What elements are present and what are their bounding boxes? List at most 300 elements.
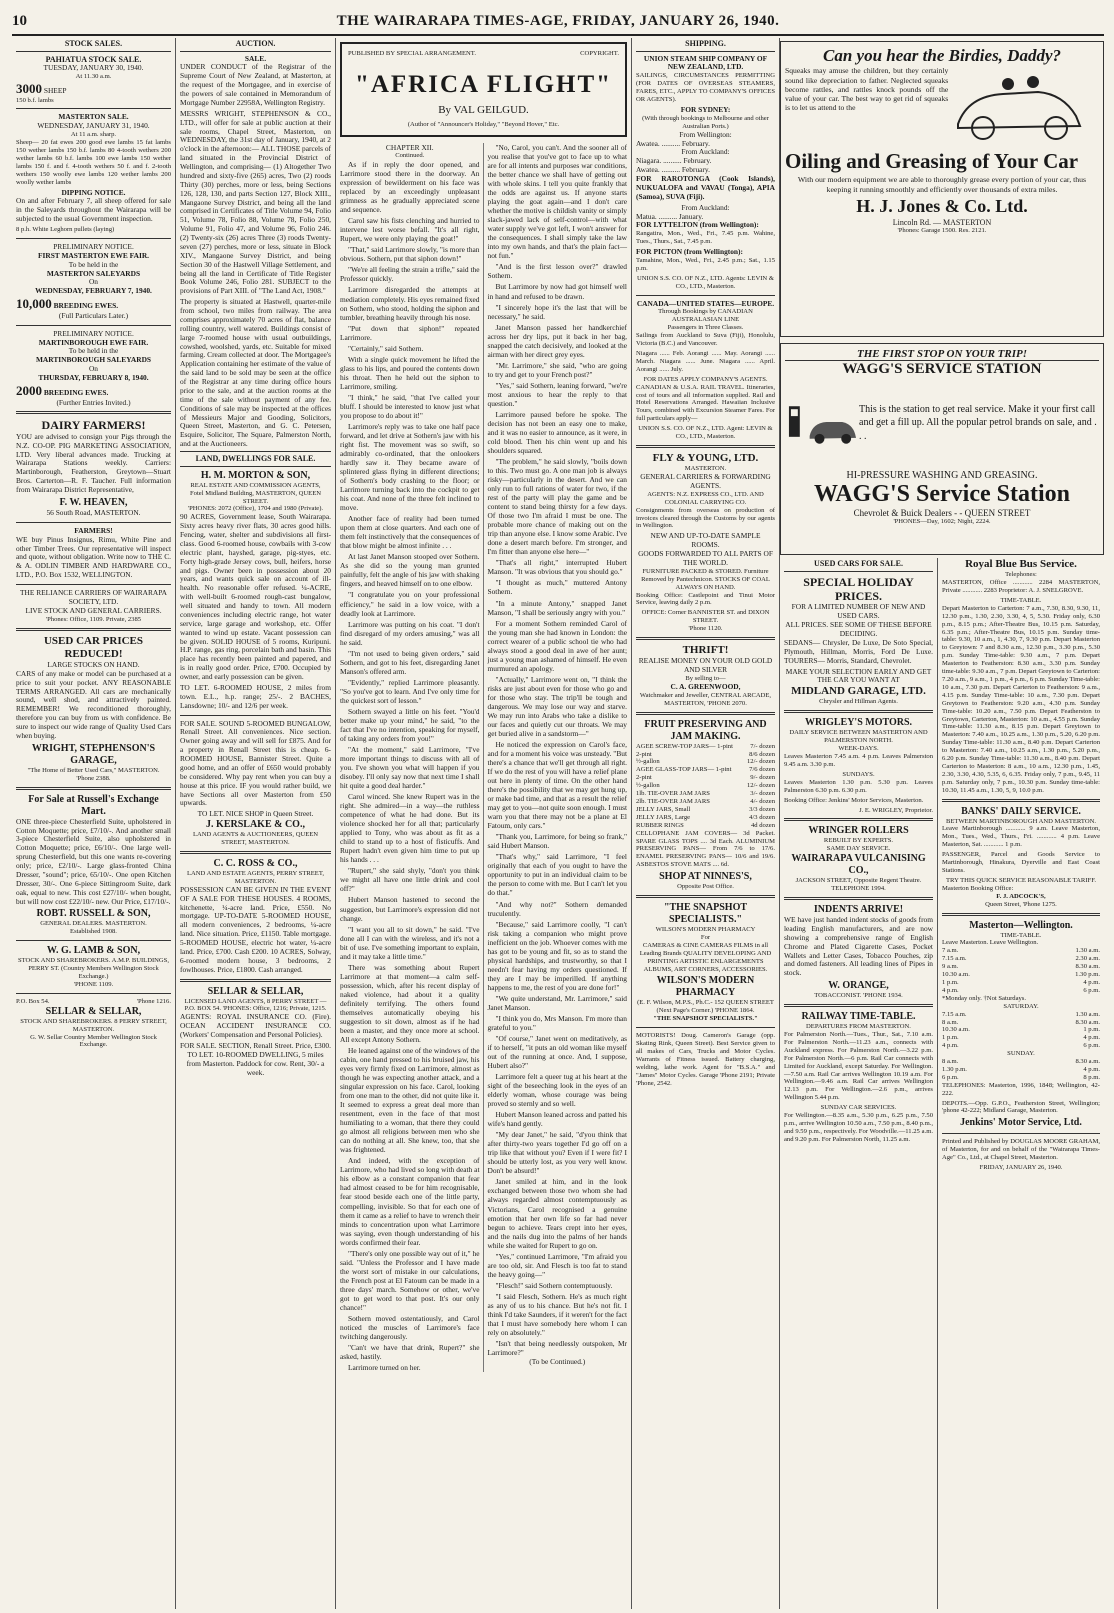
story-paragraph: For a moment Sothern reminded Carol of the young man she had known in London: the correct wearer of a public school tie who had always stood a good deal in awe of her aunt; just a young man ashamed of himself. He even murmured an apology. — [487, 618, 627, 673]
fly-rooms: NEW AND UP-TO-DATE SAMPLE ROOMS. — [650, 531, 761, 550]
wringer-day: SAME DAY SERVICE. — [826, 845, 891, 853]
fly-furn: FURNITURE PACKED & STORED. Furniture Removed by Pantechnicon. STOCKS OF COAL ALWAYS ON HAND. — [641, 567, 770, 591]
banks-booking: Masterton Booking Office: — [942, 884, 1014, 892]
leave-wellington: 4 p.m. — [1083, 1034, 1100, 1042]
bus-title: Royal Blue Bus Service. — [965, 558, 1077, 570]
story-paragraph: "Mr. Larrimore," she said, "who are going to try and get to your French post?" — [487, 360, 627, 379]
story-paragraph: "Certainly," said Sothern. — [348, 343, 424, 353]
indents-text: WE have just handed indent stocks of goods from leading English manufacturers, and are now showing a comprehensive range of English Chrome and Plated Cigarette Cases, Pocket Wallets and Letter Cases, Tobacco Pouches, zip and domed fasteners. All leading lines of Pipes in stock. — [784, 915, 933, 978]
leave-masterton: 7.15 a.m. — [942, 1010, 967, 1018]
rail-sunday: SUNDAY CAR SERVICES. — [820, 1104, 897, 1112]
story-paragraph: "And is the first lesson over?" drawled Sothern. — [487, 262, 627, 281]
mw-telephones: TELEPHONES: Masterton, 1996, 1848; Wellington, 42-222. — [942, 1081, 1100, 1097]
price-row — [636, 758, 775, 766]
story-paragraph: He noticed the expression on Carol's face, and for a moment his voice was unsteady. "But there's a chance that we'll get through all right. If we do the rest of you will have a relief plane out here in plenty of time. On the other hand there's the possibility that we may get hung up, or make bad time, and that as a result the relief may get to you—not quite soon enough. I must warn you that there may not be a plane at El Fatoum, only cars." — [487, 739, 627, 831]
ninnes-title: SHOP AT NINNES'S, — [659, 871, 752, 883]
pahiatua-title: PAHIATUA STOCK SALE. — [45, 54, 142, 64]
lyttelton-title: FOR LYTTELTON (from Wellington): — [636, 220, 759, 230]
mw-sunday-rows — [942, 1058, 1100, 1082]
birdies-body — [785, 66, 1099, 148]
masterton-sale-title: MASTERTON SALE. — [58, 112, 129, 122]
russell-text: ONE three-piece Chesterfield Suite, upholstered in Cotton Moquette; price, £7/10/-. And another small 3-piece Chesterfield Suite, also upholstered in Cotton Moquette; price, £6/10/-. One large well-sprung Chesterfield, but this one wants re-covering only; price, £2/10/-. Large glass-fronted China Dresser, "sound"; price, 65/10/-. One open Kitchen Dresser, 30/-. One 6-piece Sittingroom Suite, dark oak, equal to new. This cost £27/10/- when bought, but will now cost £22/10/- new. Our Price, £17/10/-. — [16, 816, 171, 906]
oiling-title: Oiling and Greasing of Your Car — [785, 149, 1079, 174]
price-value: 4d dozen — [751, 821, 775, 829]
sheep-word: SHEEP — [43, 85, 67, 95]
canada-classes: Passengers in Three Classes. — [667, 324, 744, 332]
wagg-dealers: Chevrolet & Buick Dealers - - QUEEN STREET — [853, 508, 1031, 518]
matua: Matua. .......... January. — [636, 211, 704, 221]
motorists-ad: MOTORISTS! Doug. Cameron's Garage (opp. Skating Rink, Queen Street). Best Service given to all makes of Cars, Trucks and Motor Cycles. Warrants of Fitness issued. Battery charging, welding, lathe work. Agent for "B.S.A." and "James" Motor Cycles. Garage 'Phone 2191; Private 'Phone, 2542. — [636, 1032, 775, 1087]
story-paragraph: Another face of reality had been turned upon them at close quarters. And each one of them felt instinctively that the consequences of that blow might be almost infinite . . . — [340, 514, 480, 551]
sellar-sub: STOCK AND SHAREBROKERS. 8 PERRY STREET, MASTERTON. — [20, 1017, 167, 1033]
special-sub: FOR A LIMITED NUMBER OF NEW AND USED CARS. — [791, 602, 926, 621]
farmers-text: WE buy Pinus Insignus, Rimu, White Pine and other Timber Trees. Our representative will inspect and quote, without obligation. Write now to THE C. & A. ODLIN TIMBER AND HARDWARE CO., LTD., P.O. Box 1532, WELLINGTON. — [16, 534, 171, 580]
price-item: ½-gallon — [636, 758, 660, 766]
pub-left: PUBLISHED BY SPECIAL ARRANGEMENT. — [348, 50, 476, 57]
price-item: RUBBER RINGS — [636, 821, 684, 829]
price-value: 12/- dozen — [746, 782, 775, 790]
story-paragraph: "I think," he said, "that I've called your bluff. I should be interested to know just what you propose to do about it!" — [340, 392, 480, 420]
story-paragraph: Janet smiled at him, and in the look exchanged between those two whom she had always regarded almost contemptuously as Victorians, Carol recognised a genuine emotion that her own life so far had never begun to achieve. Tears crept into her eyes, and the nails dug into the palms of her hands while she waited for Rupert to go on. — [487, 1177, 627, 1250]
banks-try: TRY THIS QUICK SERVICE REASONABLE TARIFF. — [946, 876, 1096, 884]
timetable-row — [942, 1058, 1100, 1066]
wagg-banner: THE FIRST STOP ON YOUR TRIP! — [785, 348, 1099, 361]
wright-phone: 'Phone 2388. — [76, 774, 111, 782]
kerslake-name: J. KERSLAKE & CO., — [206, 819, 305, 831]
wringer-title: WRINGER ROLLERS — [808, 825, 909, 837]
prelim1-count-line — [16, 296, 171, 312]
wringer-sub: REBUILT BY EXPERTS. — [823, 837, 894, 845]
wagg-text: This is the station to get real service. Make it your first call and get a fill up. All the popular petrol brands on sale, and . . . — [859, 403, 1097, 442]
wilson-for: For — [700, 933, 711, 941]
ross-sub: LAND AND ESTATE AGENTS, PERRY STREET, MASTERTON. — [186, 870, 325, 885]
wrigley-prop: J. E. WRIGLEY, Proprietor. — [859, 806, 933, 814]
thrift-name: C. A. GREENWOOD, — [670, 681, 741, 691]
masterton-sale-time: At 11 a.m. sharp. — [70, 131, 117, 139]
story-paragraph: Larrimore's reply was to take one half pace forward, and let drive at Sothern's jaw with his right fist. The movement was so swift, so admirably co-ordinated, that the onlookers hardly saw it. They became aware of splintered glass flying in different directions; of Sothern's body crashing to the floor; or Larrimore turning back into the cockpit to get his coat. And none of the three felt inclined to move. — [340, 421, 480, 513]
messrs-text: MESSRS WRIGHT, STEPHENSON & CO., LTD., will offer for sale at public auction at their sale rooms, Chapel Street, Masterton, on WEDNESDAY, the 31st day of January, 1940, at 2 o'clock in the afternoon:— ALL THOSE parcels of land situated in the Provincial District of Wellington, and comprising— (1) Altogether Two hundred and sixty-five (265) acres, Two (2) roods Thirty (30) perches, more or less, being Sections 126, 128, 130, and parts Section 127, Block XIII., Mangaone Survey District, and being all the land comprised in Certificates of Title Volume 94, Folio 51, Volume 78, Folio 88, Volume 78, Folio 250, Volume 91, Folio 47, and Volume 96, Folio 246. (2) Twenty-six (26) acres Three (3) roods Twenty-seven (27) perches, more or less, situate in Block XIV., Mangaone Survey District, and being Section 30 of the Hastwell Village Settlement, and being all the land in Certificate of Title Register Book Volume 246, Folio 281. SUBJECT to the provisions of Part XIII. of "The Land Act, 1908." — [180, 108, 331, 296]
wrigley-sub: DAILY SERVICE BETWEEN MASTERTON AND PALMERSTON NORTH. — [789, 729, 928, 745]
sheep-note: 150 b.f. lambs — [16, 96, 54, 104]
story-paragraph: Larrimore disregarded the attempts at mediation completely. His eyes remained fixed on Sothern, who stood, holding the siphon and tumbler, breathing heavily through his nose. — [340, 285, 480, 322]
fly-phone: 'Phone 1120. — [688, 625, 723, 633]
morton-text: 90 ACRES, Government lease, South Wairarapa. Sixty acres heavy river flats, 30 acres good hills. Fencing, water, shelter and subdivisions all first-class. Good 6-roomed house, cowbails with 3-cow electric plant, hayshed, garage, pig-styes, etc. Forty high-grade Jersey cows, bull, heifers, horse and pigs. Owner been in possession about 20 years, and wants quick sale on account of ill-health. No reasonable offer refused. ¼-ACRE, with well-built 6-roomed rough-cast bungalow, well situated and handy to town. All modern conveniences including electric range, hot water service, large garage and workshop, etc. Offer wanted to wind up estate. Vacant possession can be given. SOLID HOUSE of 5 rooms, Kuripuni. H.P. range, gas ring, porcelain bath and basin. This place has recently been painted and papered, and is in really good order. Price, £700. Occupied by owner, and early possession can be given. — [180, 512, 331, 682]
banks-title: BANKS' DAILY SERVICE. — [961, 805, 1081, 817]
morton-let: TO LET. 6-ROOMED HOUSE, 2 miles from town. E.L., h.p. range; 25/-. 2 BACHES, Lansdowne; 10/- and 12/6 per week. — [180, 682, 331, 710]
banks-name: F. J. ADCOCK'S, — [996, 892, 1046, 900]
wagg-body — [785, 378, 1099, 470]
mw-saturday: SATURDAY. — [1003, 1002, 1039, 1010]
prelim1-place: MASTERTON SALEYARDS — [46, 268, 141, 278]
fruit-price-list — [636, 743, 775, 830]
russell-est: Established 1908. — [70, 928, 117, 936]
sellar-contact — [16, 998, 171, 1006]
column-shipping — [632, 38, 780, 1609]
fly-sub: GENERAL CARRIERS & FORWARDING AGENTS. — [640, 472, 771, 490]
timetable-row — [942, 1042, 1100, 1050]
mw-weekday-rows — [942, 947, 1100, 994]
prelim1-count: 10,000 — [16, 296, 52, 312]
wright-sub: "The Home of Better Used Cars," MASTERTON. — [27, 766, 160, 774]
price-row — [636, 774, 775, 782]
story-paragraph: "We're all feeling the strain a trifle," said the Professor quickly. — [340, 265, 480, 284]
prelim2-count-line — [16, 383, 171, 399]
banks-addr: Queen Street, 'Phone 1275. — [985, 900, 1057, 908]
mw-title: Masterton—Wellington. — [969, 919, 1073, 931]
prelim2-sale: MARTINBOROUGH EWE FAIR. — [38, 337, 149, 347]
timetable-row — [942, 971, 1100, 979]
story-paragraph: "Flesch!" said Sothern contemptuously. — [495, 1280, 613, 1290]
price-item: AGEE GLASS-TOP JARS— 1-pint — [636, 766, 732, 774]
prelim2-note: (Further Entries Invited.) — [56, 397, 131, 407]
story-paragraph: "In a minute Antony," snapped Janet Manson, "I shall be seriously angry with you." — [487, 598, 627, 617]
story-paragraph: "I congratulate you on your professional efficiency," he said in a low voice, with a deadly look at Larrimore. — [340, 590, 480, 618]
timetable-row — [942, 1026, 1100, 1034]
lower-right-columns — [780, 558, 1104, 1609]
price-item: 2-pint — [636, 750, 652, 758]
thrift-sub: Watchmaker and Jeweller, CENTRAL ARCADE, MASTERTON, 'PHONE 2070. — [639, 691, 772, 707]
sellar-box: P.O. Box 54. — [16, 997, 50, 1005]
wilson-prop: (E. F. Wilson, M.P.S., Ph.C.- 152 QUEEN STREET — [637, 999, 774, 1007]
timetable-row — [942, 987, 1100, 995]
kerslake-sub: LAND AGENTS & AUCTIONEERS, QUEEN STREET, MASTERTON. — [192, 831, 319, 847]
timetable-row — [942, 1019, 1100, 1027]
prelim2-held: To be held in the — [68, 346, 119, 356]
fly-office: OFFICE: Corner BANNISTER ST. and DIXON STREET. — [641, 609, 770, 625]
story-paragraph: And indeed, with the exception of Larrimore, who had lived so long with death at his elbow as a constant companion that fear had almost ceased to be for him recognisable, fear stood beside each one of the little party, compelling, invisible. So that for each one of them it came as a relief to have to wrench their minds to concentration upon what Larrimore was saying, even though understanding of his words confirmed their fear. — [340, 1156, 480, 1247]
leave-wellington: 1.30 p.m. — [1075, 971, 1100, 979]
thrift-text: REALISE MONEY ON YOUR OLD GOLD AND SILVER — [638, 656, 773, 675]
bus-text: Depart Masterton to Carterton: 7 a.m., 7.30, 8.30, 9.30, 11, 12.30 p.m., 1.30, 2.30, 3.30, 4, 5, 5.30. Friday only, 6.30 p.m., 8.15 p.m.; After-Theatre Bus, 10.15 p.m. Saturday, 6.35 p.m.; After-Theatre Bus, 10.15 p.m. Sunday time-table: 9.30, 10 a.m., 1, 4.30, 7, 9.30 p.m. Depart Masterton to Greytown: 7 and 8.30 a.m., 12.30 p.m., 3.30 p.m., 5.30 p.m. Sunday Time-table: 9.30 a.m., 7 p.m. Depart Masterton to Featherston: 8.30 a.m., 3.30 p.m. Sunday time-table: 9.30 a.m., 7 p.m. Depart Greytown to Carterton: 7.20 a.m., 9 a.m., 1 p.m., 4 p.m., 6 p.m. Sunday Time-table: 10 a.m., 7.30 p.m. Depart Carterton to Featherston: 9 a.m., 4.15 p.m. Sunday Time-table: 10 a.m., 7.30 p.m. Depart Greytown to Featherston: 9.20 a.m., 4.30 p.m. Sunday Time-table: 10.20 a.m., 7.50 p.m. Depart Featherston to Greytown, Carterton, Masterton: 10 a.m., 4.55 p.m. Sunday Time-table: 11.30 a.m., 8.15 p.m. Depart Greytown to Masterton: 7.40 a.m., 10.25 a.m., 1.30 p.m., 5.20, 6.20 p.m. Sunday Time-table: 11.30 a.m., 8.40 p.m. Depart Carterton to Masterton: 7.40 a.m., 10.25 a.m., 1.30 p.m., 5.20 p.m., 6.20 p.m. Sunday Time-table: 11.30 a.m., 8.40 p.m. Depart Carterton to Masterton: 8 a.m., 10 a.m., 12.30 p.m., 1.45, 2.30, 3.30, 4.30, 5.35, 6, 6.35. Friday only, 7 p.m., 9.45, 11 p.m. Saturday only, 7 p.m., 10.30 p.m. Sunday time-table: 10.30, 11.45 a.m., 1.30, 5, 9, 10.0 p.m. — [942, 604, 1100, 794]
story-paragraph: "That's all right," interrupted Hubert Manson. "It was obvious that you should go." — [487, 558, 627, 577]
orange-sub: TOBACCONIST. 'PHONE 1934. — [814, 992, 903, 1000]
thrift-sell: By selling to— — [685, 675, 726, 683]
sale-word: SALE. — [244, 53, 267, 63]
leave-wellington: 2.30 a.m. — [1075, 955, 1100, 963]
mw-depots: DEPOTS.—Opp. G.P.O., Featherston Street, Wellington; 'phone 42-222; Midland Garage, Masterton. — [942, 1099, 1100, 1115]
price-row — [636, 782, 775, 790]
price-value: 4/3 dozen — [749, 813, 775, 821]
canada-list: Niagara ...... Feb. Aorangi ...... May. Aorangi ...... March. Niagara ...... June. Niagara ...... April. Aorangi ...... July. — [636, 350, 775, 373]
story-paragraph: "I think you do, Mrs Manson. I'm more than grateful to you." — [487, 1013, 627, 1032]
vulc-name: WAIRARAPA VULCANISING CO., — [791, 853, 926, 877]
used-text: CARS of any make or model can be purchased at a price to suit your pocket. ANY REASONABLE TERMS ARRANGED. All cars are mechanically sound, well shod, and attractively painted. REMEMBER! We reconditioned thoroughly, therefore you can buy from us with confidence. Be sure to inspect our wide range of Quality Used Cars when buying. — [16, 668, 171, 740]
column-stock-sales — [12, 38, 176, 1609]
bus-telephones: Telephones: — [1005, 571, 1037, 579]
story-paragraph: "I said Flesch, Sothern. He's as much right as any of us to his chance. But he's not fit. I think I'd take Saunders, if it weren't for the fact that I must have somebody here whom I can rely on absolutely." — [487, 1291, 627, 1337]
morton-addr: Fotel Midland Building, MASTERTON, QUEEN STREET. — [190, 489, 321, 505]
leave-masterton: 1.30 p.m. — [942, 1065, 967, 1073]
dairy-title: DAIRY FARMERS! — [41, 418, 146, 433]
leave-wellington: 6 p.m. — [1083, 1042, 1100, 1050]
lyttelton-text: Rangatira, Mon., Wed., Fri., 7.45 p.m. Wahine, Tues., Thurs., Sat., 7.45 p.m. — [636, 230, 775, 246]
car-illustration-icon — [948, 66, 1088, 148]
jones-addr: Lincoln Rd. — MASTERTON — [892, 217, 992, 227]
to-be-continued: (To be Continued.) — [529, 1357, 586, 1366]
story-paragraphs — [340, 143, 627, 1372]
price-value: 7/6 dozen — [749, 766, 775, 774]
wagg-title: WAGG'S SERVICE STATION — [842, 361, 1042, 377]
story-paragraph: "Of course," Janet went on meditatively, as if to herself, "it puts an old woman like myself out of the running at once. And, I suppose, Hubert also?" — [487, 1033, 627, 1071]
wrigley-suntimes: Leaves Masterton 1.30 p.m. 5.30 p.m. Leaves Palmerston 6.30 p.m. 6.30 p.m. — [784, 778, 933, 794]
story-paragraph: As if in reply the door opened, and Larrimore stood there in the doorway. An expression of bewilderment on his face was replaced by an exceedingly unpleasant grimness as he gradually appreciated scene and sequence. — [340, 160, 480, 215]
picton-text: Tamahine, Mon., Wed., Fri., 2.45 p.m.; Sat., 1.15 p.m. — [636, 256, 775, 272]
mw-sunday: SUNDAY. — [1007, 1050, 1035, 1058]
story-title: "AFRICA FLIGHT" — [354, 70, 613, 98]
leave-masterton: 9 a.m. — [942, 963, 959, 971]
leave-wellington: 4 p.m. — [1083, 1065, 1100, 1073]
story-paragraph: With a single quick movement he lifted the glass to his lips, and poured the contents down his throat. Then he held out the siphon to Larrimore, smiling. — [340, 354, 480, 391]
column-bus-services — [938, 558, 1104, 1609]
leave-wellington: 1.30 a.m. — [1075, 1010, 1100, 1018]
dipping-text: On and after February 7, all sheep offered for sale in the Saleyards throughout the Wairarapa will be subjected to the usual Government inspection. — [16, 196, 171, 224]
leave-wellington: 8.30 a.m. — [1075, 1018, 1100, 1026]
continued: Continued. — [395, 152, 425, 160]
prelim1-title: PRELIMINARY NOTICE. — [53, 241, 134, 251]
column-serial-story — [336, 38, 632, 1609]
awatea2: Awatea. .......... February. — [636, 165, 710, 175]
canada-title: CANADA—UNITED STATES—EUROPE. — [636, 298, 775, 308]
sellar2-let: TO LET. 10-ROOMED DWELLING, 5 miles from Masterton. Paddock for cow. Rent, 30/- a week. — [186, 1049, 325, 1077]
pahiatua-date: TUESDAY, JANUARY 30, 1940. — [43, 63, 144, 73]
price-value: 3/3 dozen — [749, 805, 775, 813]
story-paragraph: "Actually," Larrimore went on, "I think the risks are just about even for those who go and for those who stay. The trip'll be tough and dangerous. We may lose our way and starve. We may run into Arabs who take a dislike to our faces and quietly cut our throats. We may get buried alive in a sandstorm—" — [487, 674, 627, 738]
wrigley-week: WEEK-DAYS. — [838, 745, 879, 753]
timetable-row — [942, 1074, 1100, 1082]
story-paragraph: "At the moment," said Larrimore, "I've more important things to discuss with all of you. I've shown you what will happen if you disobey. I'll only say now that next time I shall hit quite a good deal harder." — [340, 744, 480, 791]
fly-agents: AGENTS: N.Z. EXPRESS CO., LTD. AND COLONIAL CARRYING CO. — [647, 490, 764, 506]
bus-phones: MASTERTON, Office ............ 2284 MASTERTON, Private ............ 2283 Proprietor: A. J. SNELGROVE. — [942, 579, 1100, 594]
story-paragraph: Sothern moved ostentatiously, and Carol noticed the muscles of Larrimore's face twitching dangerously. — [340, 1313, 480, 1341]
price-item: ½-gallon — [636, 782, 660, 790]
story-author: By VAL GEILGUD. — [438, 103, 529, 116]
kerslake-let: TO LET. NICE SHOP in Queen Street. — [197, 809, 314, 819]
from-auckland: From Auckland: — [681, 147, 730, 157]
story-paragraph: "My dear Janet," he said, "d'you think that after thirty-two years together I'd go off on a trip like that without you? Even if I were fit? I should be utterly lost, as you very well know. Don't be absurd!" — [487, 1130, 627, 1176]
dairy-name: F. W. HEAVEN, — [59, 496, 128, 508]
orange-name: W. ORANGE, — [828, 980, 889, 992]
price-value: 7/- dozen — [750, 742, 775, 750]
carriers-sub: LIVE STOCK AND GENERAL CARRIERS. — [25, 605, 162, 615]
land-heading: LAND, DWELLINGS FOR SALE. — [180, 451, 331, 467]
story-paragraph: "That's why," said Larrimore, "I feel originally that each of you ought to have the opportunity to put in an individual claim to be the person to come with me. But I can't let you do that." — [487, 852, 627, 898]
section-heading: SHIPPING. — [636, 38, 775, 52]
jones-name: H. J. Jones & Co. Ltd. — [856, 196, 1028, 217]
sellar2-sale: FOR SALE. SECTION, Renall Street. Price, £300. — [180, 1041, 331, 1050]
fly-goods: GOODS FORWARDED TO ALL PARTS OF THE WORLD. — [638, 549, 773, 567]
price-item: 2lb. TIE-OVER JAM JARS — [636, 797, 710, 805]
story-paragraph: Larrimore turned on her. — [348, 1363, 421, 1373]
mw-note: *Monday only. †Not Saturdays. — [942, 994, 1027, 1002]
used-sub: LARGE STOCKS ON HAND. — [47, 659, 140, 669]
leave-masterton: 7 a.m. — [942, 947, 959, 955]
rail-text: For Palmerston North.—Tues., Thur., Sat., 7.10 a.m. For Palmerston North.—11.23 a.m., connects with Auckland express. For Palmerston North.—3.22 p.m. For Palmerston North.—6 p.m. Rail Car connects with Limited for Auckland, except Saturday. For Wellington.—7.50 a.m. Rail Car arrives Wellington 10.19 a.m. For Wellington.—9.46 a.m. Rail Car arrives Wellington 12.13 p.m. For Wellington.—2.6 p.m., arrives Wellington 5.44 p.m. — [784, 1030, 933, 1102]
mw-saturday-rows — [942, 1011, 1100, 1051]
story-paragraph: At last Janet Manson stooped over Sothern. As she did so the young man grunted painfully, felt the angle of his jaw with shaking fingers, and heaved himself on to one elbow. — [340, 552, 480, 589]
price-value: 3/- dozen — [750, 790, 775, 798]
fly-booking: Booking Office: Castlepoint and Tinui Motor Service, leaving daily 2 p.m. — [636, 591, 775, 607]
price-item: 1lb. TIE-OVER JAM JARS — [636, 790, 710, 798]
sheep-list: Sheep— 20 fat ewes 200 good ewe lambs 15 fat lambs 150 wether lambs 150 b.f. lambs 80 4-tooth wethers 200 wether lambs 60 b.f. lambs 100 ewe lambs 150 wether lambs 150 f. and f. 4-tooth wethers 50 f. and f. 2-tooth wethers 150 woolly ewe lambs 120 wether lambs 200 woolly wether lambs — [16, 139, 171, 186]
dairy-addr: 56 South Road, MASTERTON. — [46, 507, 141, 517]
usco-notice: SAILINGS, CIRCUMSTANCES PERMITTING (FOR DATES OF OVERSEAS STEAMERS, FARES, ETC., APPLY TO COMPANY'S OFFICES OR AGENTS). — [636, 72, 775, 104]
birdies-title: Can you hear the Birdies, Daddy? — [822, 46, 1062, 65]
mw-head: Leave Masterton. Leave Wellington. — [942, 939, 1039, 947]
price-row — [636, 790, 775, 798]
section-heading: AUCTION. — [180, 38, 331, 52]
pub-right: COPYRIGHT. — [580, 50, 619, 57]
raro-title: FOR RAROTONGA (Cook Islands), NUKUALOFA and VAVAU (Tonga), APIA (Samoa), SUVA (Fiji). — [636, 174, 775, 201]
rail-title: RAILWAY TIME-TABLE. — [801, 1011, 916, 1023]
story-paragraph: "Put down that siphon!" repeated Larrimore. — [340, 323, 480, 342]
canada-sailings: Sailings from Auckland to Suva (Fiji), Honolulu, Victoria (B.C.) and Vancouver. — [636, 332, 775, 348]
sellar-member: G. W. Sellar Country Member Wellington Stock Exchange. — [30, 1033, 157, 1049]
union-agents: UNION S.S. CO. OF N.Z., LTD. Agents: LEVIN & CO., LTD., Masterton. — [637, 274, 774, 290]
columns — [12, 38, 1104, 1609]
price-row — [636, 814, 775, 822]
sydney-note: (With through bookings to Melbourne and other Australian Ports.) — [642, 114, 769, 130]
right-columns — [780, 38, 1104, 1609]
birdies-ad — [780, 41, 1104, 337]
timetable-row — [942, 1011, 1100, 1019]
thrift-title: THRIFT! — [682, 644, 729, 657]
section-heading: STOCK SALES. — [16, 38, 171, 52]
farmers-title: FARMERS! — [74, 525, 113, 535]
dipping-note: 8 p.h. White Leghorn pullets (laying) — [16, 226, 115, 234]
prelim2-on: On — [88, 364, 99, 374]
prelim2-place: MARTINBOROUGH SALEYARDS — [35, 355, 152, 365]
sellar-phone: 'Phone 1216. — [136, 997, 171, 1005]
canada-text: Through Bookings by CANADIAN AUSTRALASIAN LINE — [658, 308, 753, 324]
lamb-sub: STOCK AND SHAREBROKERS. A.M.P. BUILDINGS, PERRY ST. (Country Members Wellington Stock Exchange.) — [17, 957, 169, 981]
masthead — [12, 8, 1104, 36]
lamb-name: W. G. LAMB & SON, — [46, 945, 141, 957]
story-paragraph: "The problem," he said slowly, "boils down to this. Two must go. A one man job is always risky—particularly in the desert. And we can only run to full rations of water for two, if the rest of the party will play the game and be content to stand being thirsty for a few days. Of those two I'm afraid I must be one. The probable more chance of making out on the trip than anyone else. I know some Arabic. I've done a desert march before. I'm stronger, and I'm fitter than anyone else here—" — [487, 457, 627, 557]
story-paragraph: "Yes," said Sothern, leaning forward, "we're most anxious to hear the reply to that question." — [487, 380, 627, 408]
prelim2-item: BREEDING EWES. — [43, 387, 109, 397]
section-heading: USED CARS FOR SALE. — [784, 558, 933, 572]
vulc-addr: JACKSON STREET, Opposite Regent Theatre. — [795, 877, 922, 885]
leave-wellington: 4 p.m. — [1083, 978, 1100, 986]
story-paragraph: "Can't we have that drink, Rupert?" she asked, hastily. — [340, 1342, 480, 1361]
story-paragraph: "Yes," continued Larrimore, "I'm afraid you are too old, sir. And Flesch is too fat to stand the heavy going—" — [487, 1251, 627, 1279]
birdies-text: Squeaks may amuse the children, but they certainly sound like depreciation to father. Neglected squeaks become rattles, and rattles knock pounds off the value of your car. The best way to get rid of squeaks is to let us attend to the — [785, 66, 949, 112]
sheep-count: 3000 — [16, 80, 42, 96]
story-paragraph: "I sincerely hope it's the last that will be necessary," he said. — [487, 302, 627, 321]
wilson-name: WILSON'S MODERN PHARMACY — [656, 975, 755, 999]
forsale-text: FOR SALE. SOUND 5-ROOMED BUNGALOW, Renall Street. All conveniences. Nice section. Owner going away and will sell for £875. And for a property in Renall Street this is cheap. 6-ROOMED HOUSE, Bannister Street. Quite a good home, and an offer of £650 would probably be considered. Why pay rent when you can buy a house at this price. IF you would rather build, we have Sections all over Masterton from £50 upwards. — [180, 718, 331, 808]
timetable-row — [942, 979, 1100, 987]
story-paragraph: There was something about Rupert Larrimore at that moment—a calm self-possession, which, after his recent display of naked violence, had about it a quality definitely terrifying. The others found themselves automatically obeying his suggestion to sit down, almost as if he had been a master, and they once more at school. All except Antony Sothern. — [340, 962, 480, 1044]
wilson-list: CAMERAS & CINE CAMERAS FILMS in all Leading Brands QUALITY DEVELOPING AND PRINTING ARTISTIC ENLARGEMENTS ALBUMS, ART CORNERS, ACCESSORIES. — [639, 941, 772, 973]
leave-masterton: 10.30 a.m. — [942, 971, 970, 979]
leave-wellington: 1.30 a.m. — [1075, 947, 1100, 955]
timetable-row — [942, 1034, 1100, 1042]
mw-timetable: TIME-TABLE. — [1000, 931, 1042, 939]
leave-wellington: 8 p.m. — [1083, 1073, 1100, 1081]
jones-phone: 'Phones: Garage 1500. Res. 2121. — [897, 227, 987, 235]
price-item: 2-pint — [636, 774, 652, 782]
fly-text: Consignments from overseas on production of invoices cleared through the Customs by our agents in Wellington. — [636, 506, 775, 530]
prelim1-on: On — [88, 277, 99, 287]
price-value: 9/- dozen — [750, 774, 775, 782]
snapshot-title: "THE SNAPSHOT SPECIALISTS." — [663, 902, 748, 926]
price-value: 8/6 dozen — [749, 750, 775, 758]
carriers-phone: 'Phones: Office, 1109. Private, 2385 — [45, 615, 142, 623]
property-text: The property is situated at Hastwell, quarter-mile from school, two miles from railway. The area comprises approximately 70 acres of flat, balance rolling country, well watered. Buildings consist of large 7-roomed house with usual outbuildings, cowshed, woolshed, yards, etc. Suitable for mixed farming. Cream collected at door. The Mortgagee's Application containing her estimate of the value of the said land to be sold may be seen at the office of the Registrar at any time during office hours prior to the sale, and at the auction rooms at the time of the sale without payment of any fee. Conditions of sale may be inspected at the offices of Messieurs Major and Gooding, Solicitors, Queen Street, Masterton, and G. C. Petersen, Esquire, Solicitor, The Square, Palmerston North, and at the Auctioneers. — [180, 297, 331, 449]
prelim2-title: PRELIMINARY NOTICE. — [53, 328, 134, 338]
sellar2-agents: AGENTS: ROYAL INSURANCE CO. (Fire). OCEAN ACCIDENT INSURANCE CO. (Workers' Compensation and Personal Policies). — [180, 1012, 331, 1040]
price-item: JELLY JARS, Small — [636, 805, 691, 813]
lamb-phone: 'PHONE 1109. — [73, 980, 114, 988]
story-header-box — [340, 42, 627, 137]
masterton-sale-date: WEDNESDAY, JANUARY 31, 1940. — [37, 121, 150, 131]
timetable-row — [942, 963, 1100, 971]
indents-title: INDENTS ARRIVE! — [813, 904, 904, 916]
oiling-text: With our modern equipment we are able to thoroughly grease every portion of your car, thus keeping it running smoothly and efficiently over thousands of extra miles. — [797, 175, 1087, 194]
imprint: Printed and Published by DOUGLAS MOORE GRAHAM, of Masterton, for and on behalf of the "Wairarapa Times-Age" Co., Ltd., at Chapel Street, Masterton. — [942, 1138, 1100, 1162]
story-paragraph: "No, Carol, you can't. And the sooner all of you realise that you've got to face up to what are for all intents and purposes war conditions, the better chance we shall have of getting out with whole skins. I tell you quite frankly that the odds are against us. If anyone starts playing the goat again—and I don't care whether the motive is childish vanity or simply slack-jawed lack of self-control—with what water supply we've got left, I won't answer for the consequences. I shall simply take the law into my own hands, and that's the plain fact—not fun." — [487, 143, 627, 261]
story-paragraph: "We quite understand, Mr. Larrimore," said Janet Manson. — [487, 993, 627, 1012]
morton-phone: 'PHONES: 2072 (Office), 1704 and 1980 (Private). — [187, 505, 324, 513]
leave-wellington: 6 p.m. — [1083, 986, 1100, 994]
story-paragraph: He leaned against one of the windows of the cabin, one hand pressed to his bruised jaw, his eyes very firmly fixed on Larrimore, almost as though he was expecting another attack, and a singular expression on his face. Carol, looking from one man to the other, did not quite like it. It seemed to express a great deal more than resentment, even in the face of that most humiliating to a woman, that there they could go almost all religions between men who she can do nothing at all. She knew, too, that she was frightened. — [340, 1045, 480, 1155]
price-row — [636, 743, 775, 751]
morton-name: H. M. MORTON & SON, — [200, 469, 311, 481]
ross-name: C. C. ROSS & CO., — [213, 858, 298, 869]
timetable-row — [942, 1066, 1100, 1074]
story-paragraph: Sothern swayed a little on his feet. "You'd better make up your mind," he said, "to the fact that I've no intention, speaking for myself, of taking any orders from you!" — [340, 706, 480, 743]
story-paragraph: Janet Manson passed her handkerchief across her dry lips, put it back in her bag, snapped the catch decisively, and looked at the airman with her direct grey eyes. — [487, 322, 627, 359]
leave-masterton: 10.30 a.m. — [942, 1026, 970, 1034]
jenkins: Jenkins' Motor Service, Ltd. — [960, 1117, 1082, 1129]
story-body — [340, 143, 627, 1372]
story-paragraph: "Evidently," replied Larrimore pleasantly. "So you've got to learn. And I've only time for the quickest sort of lesson." — [340, 677, 480, 705]
prelim1-note: (Full Particulars Later.) — [58, 310, 129, 320]
prelim2-date: THURSDAY, FEBRUARY 8, 1940. — [38, 373, 149, 383]
price-value: 12/- dozen — [746, 758, 775, 766]
bus-timetable: TIME-TABLE. — [1000, 596, 1042, 604]
pahiatua-time: At 11.30 a.m. — [75, 73, 112, 81]
leave-wellington: 1 p.m. — [1083, 1026, 1100, 1034]
russell-sub: GENERAL DEALERS. MASTERTON. — [40, 920, 147, 928]
canada-agents: UNION S.S. CO. OF N.Z., LTD. Agent: LEVIN & CO., LTD., Masterton. — [638, 425, 773, 441]
story-paragraph: But Larrimore by now had got himself well in hand and refused to be drawn. — [487, 282, 627, 301]
page-number: 10 — [12, 12, 27, 29]
masthead-title: THE WAIRARAPA TIMES-AGE, FRIDAY, JANUARY 26, 1940. — [336, 12, 780, 29]
petrol-pump-icon — [785, 378, 859, 470]
rail-suntext: For Wellington.—8.35 a.m., 5.30 p.m., 6.25 p.m., 7.50 p.m., arrive Wellington 10.50 a.m., 7.50 p.m., 8.40 p.m., and 9.59 p.m., respectively. For Woodville.—11.25 a.m. and 9.20 p.m. For Palmerston North, 11.25 a.m. — [784, 1112, 933, 1143]
price-row — [636, 806, 775, 814]
banks-text: Leave Martinborough ............ 9 a.m. Leave Masterton, Mon., Tues., Wed., Thurs., Fri. ............ 4 p.m. Leave Masterton, Sat. ............ 1 p.m. — [942, 825, 1100, 849]
make-selection: MAKE YOUR SELECTION EARLY AND GET THE CAR YOU WANT AT — [785, 666, 932, 685]
leave-masterton: 7.15 a.m. — [942, 955, 967, 963]
awatea: Awatea. .......... February. — [636, 138, 710, 148]
leave-masterton: 8 a.m. — [942, 1018, 959, 1026]
midland-name: MIDLAND GARAGE, LTD. — [791, 685, 926, 698]
story-paragraph: "And why not?" Sothern demanded truculently. — [487, 899, 627, 918]
story-paragraph: Larrimore was putting on his coat. "I don't find disregard of my orders amusing," was all he said. — [340, 619, 480, 647]
fruit-more: CELLOPHANE JAM COVERS— 3d Packet. SPARE GLASS TOPS .... 3d Each. ALUMINIUM PRESERVING PANS— From 7/6 to 17/6. ENAMEL PRESERVING PANS— 10/6 and 19/6. ASBESTOS STOVE MATS .... 6d. — [636, 829, 775, 869]
picton-title: FOR PICTON (from Wellington): — [636, 247, 743, 257]
price-row — [636, 798, 775, 806]
sale-text: UNDER CONDUCT of the Registrar of the Supreme Court of New Zealand, at Masterton, at the request of the Mortgagee, and in exercise of the powers of sale contained in Memorandum of Mortgage Number 22958A, Wellington Registry. — [180, 62, 331, 107]
price-item: JELLY JARS, Large — [636, 813, 691, 821]
from-wellington: From Wellington: — [679, 129, 732, 139]
dairy-text: YOU are advised to consign your Pigs through the N.Z. CO-OP. PIG MARKETING ASSOCIATION, LTD. Very liberal advances made. Trucking at Wairarapa Stations weekly. Carriers: Martinborough, Featherston, Greytown—Stuart Bros. Carterton—R. F. Taucher. Full information from Wairarapa District Representative, — [16, 431, 171, 495]
price-row — [636, 751, 775, 759]
sydney-title: FOR SYDNEY: — [680, 104, 731, 114]
